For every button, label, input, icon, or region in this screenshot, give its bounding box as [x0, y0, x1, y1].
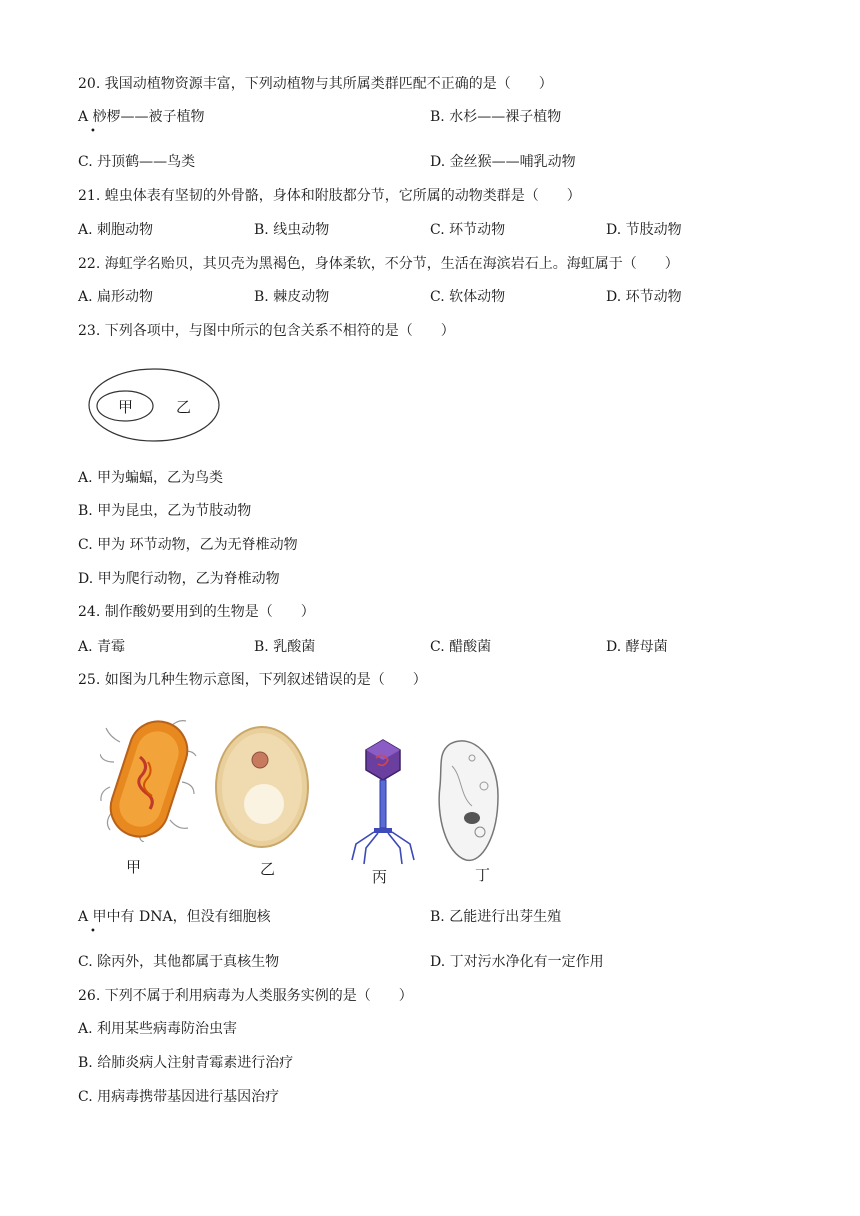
question-24-stem: 24. 制作酸奶要用到的生物是（ ） — [78, 604, 315, 620]
set-label-yi: 乙 — [176, 398, 192, 416]
q20-option-d: D. 金丝猴——哺乳动物 — [430, 154, 576, 170]
question-26-stem: 26. 下列不属于利用病毒为人类服务实例的是（ ） — [78, 988, 413, 1004]
q23-option-b: B. 甲为昆虫，乙为节肢动物 — [78, 503, 252, 519]
question-20-stem: 20. 我国动植物资源丰富，下列动植物与其所属类群匹配不正确的是（ ） — [78, 76, 553, 92]
q22-option-d: D. 环节动物 — [606, 289, 682, 305]
q26-option-c: C. 用病毒携带基因进行基因治疗 — [78, 1089, 280, 1105]
organism-label-jia: 甲 — [126, 858, 142, 876]
q23-option-c: C. 甲为 环节动物，乙为无脊椎动物 — [78, 537, 298, 553]
paramecium-body — [439, 741, 498, 860]
inclusion-diagram — [82, 360, 232, 450]
emphasis-dot: • — [90, 926, 96, 937]
yeast-nucleus — [252, 752, 268, 768]
paramecium-illustration — [432, 736, 512, 866]
q26-option-a: A. 利用某些病毒防治虫害 — [78, 1021, 238, 1037]
yeast-cell-illustration — [212, 724, 312, 854]
q20-option-c: C. 丹顶鹤——鸟类 — [78, 154, 196, 170]
q25-option-d: D. 丁对污水净化有一定作用 — [430, 954, 604, 970]
q23-option-d: D. 甲为爬行动物，乙为脊椎动物 — [78, 571, 280, 587]
phage-tail — [380, 780, 386, 828]
question-22-stem: 22. 海虹学名贻贝，其贝壳为黑褐色，身体柔软，不分节，生活在海滨岩石上。海虹属于（ ） — [78, 256, 679, 272]
q24-option-b: B. 乳酸菌 — [254, 639, 316, 655]
emphasis-dot: • — [90, 126, 96, 137]
set-label-jia: 甲 — [118, 398, 134, 416]
q26-option-b: B. 给肺炎病人注射青霉素进行治疗 — [78, 1055, 294, 1071]
question-21-stem: 21. 蝗虫体表有坚韧的外骨骼，身体和附肢都分节，它所属的动物类群是（ ） — [78, 188, 581, 204]
paramecium-macronucleus — [464, 812, 480, 824]
q25-option-a: A 甲中有 DNA，但没有细胞核 — [78, 909, 271, 925]
q23-option-a: A. 甲为蝙蝠，乙为鸟类 — [78, 470, 224, 486]
q21-option-d: D. 节肢动物 — [606, 222, 682, 238]
organism-label-ding: 丁 — [475, 866, 491, 884]
q22-option-c: C. 软体动物 — [430, 289, 506, 305]
q21-option-b: B. 线虫动物 — [254, 222, 330, 238]
q24-option-c: C. 醋酸菌 — [430, 639, 492, 655]
q21-option-a: A. 刺胞动物 — [78, 222, 154, 238]
q25-option-c: C. 除丙外，其他都属于真核生物 — [78, 954, 280, 970]
bacteriophage-illustration — [348, 736, 418, 866]
outer-set-ellipse — [89, 369, 219, 441]
q24-option-d: D. 酵母菌 — [606, 639, 668, 655]
q21-option-c: C. 环节动物 — [430, 222, 506, 238]
question-23-stem: 23. 下列各项中，与图中所示的包含关系不相符的是（ ） — [78, 323, 455, 339]
yeast-vacuole — [244, 784, 284, 824]
organism-label-yi: 乙 — [260, 860, 276, 878]
bacterium-illustration — [100, 712, 200, 842]
question-25-stem: 25. 如图为几种生物示意图，下列叙述错误的是（ ） — [78, 672, 427, 688]
q24-option-a: A. 青霉 — [78, 639, 126, 655]
q22-option-a: A. 扁形动物 — [78, 289, 154, 305]
q22-option-b: B. 棘皮动物 — [254, 289, 330, 305]
q20-option-a: A 桫椤——被子植物 — [78, 109, 205, 125]
organism-label-bing: 丙 — [372, 868, 388, 886]
q25-option-b: B. 乙能进行出芽生殖 — [430, 909, 562, 925]
q20-option-b: B. 水杉——裸子植物 — [430, 109, 562, 125]
